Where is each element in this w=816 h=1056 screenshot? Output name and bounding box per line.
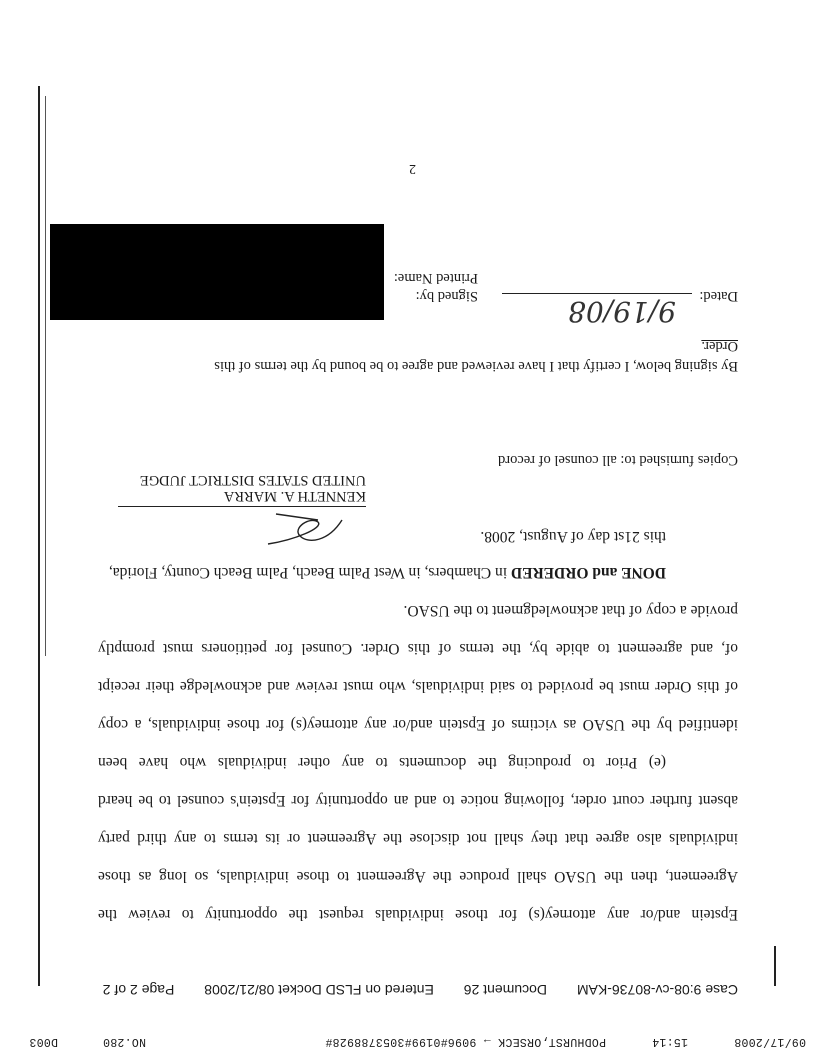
docket-entry: Entered on FLSD Docket 08/21/2008 [204, 982, 434, 998]
printed-name-label: Printed Name: [393, 270, 478, 286]
case-number: Case 9:08-cv-80736-KAM [576, 982, 738, 998]
done-bold: DONE and ORDERED [510, 564, 666, 581]
judge-title: UNITED STATES DISTRICT JUDGE [139, 472, 366, 488]
body-line: Epstein and/or any attorney(s) for those individuals request the opportunity to review the [98, 906, 738, 923]
fax-time: 15:14 [651, 1035, 688, 1048]
copies-furnished: Copies furnished to: all counsel of record [498, 452, 738, 468]
body-line: individuals also agree that they shall not disclose the Agreement or its terms to any third party [98, 830, 738, 847]
certification-text: By signing below, I certify that I have reviewed and agree to be bound by the terms of this [214, 358, 738, 374]
body-line: absent further court order, following notice to and an opportunity for Epstein's counsel to be heard [98, 792, 738, 809]
fax-header [10, 1030, 806, 1048]
judge-name: KENNETH A. MARRA [223, 488, 366, 504]
scan-mark [774, 946, 776, 986]
certification-order: Order. [701, 338, 738, 354]
dated-handwritten: 9/19/08 [568, 295, 676, 328]
body-line: provide a copy of that acknowledgment to the USAO. [403, 602, 738, 619]
fax-sender: PODHURST,ORSECK → 9096#0199#3053788928# [325, 1035, 606, 1048]
done-rest: in Chambers, in West Palm Beach, Palm Beach County, Florida, [108, 564, 511, 581]
page-of: Page 2 of 2 [102, 982, 175, 998]
order-date: this 21st day of August, 2008. [480, 528, 666, 545]
judge-signature-icon [258, 506, 348, 550]
fax-page: D003 [29, 1035, 58, 1048]
dated-label: Dated: [699, 288, 738, 304]
page-number: 2 [409, 161, 416, 176]
signed-by-label: Signed by: [415, 288, 478, 304]
document-number: Document 26 [463, 982, 548, 998]
body-line: identified by the USAO as victims of Epstein and/or any attorney(s) for those individuals, a copy [98, 716, 738, 733]
fax-date: 09/17/2008 [733, 1035, 806, 1048]
dated-line [502, 293, 692, 294]
case-header [77, 982, 738, 998]
body-line: Agreement, then the USAO shall produce the Agreement to those individuals, so long as those [98, 868, 738, 885]
body-line: (e) Prior to producing the documents to any other individuals who have been [98, 754, 666, 771]
scan-margin-rule [45, 96, 46, 656]
fax-number: NO.280 [102, 1035, 146, 1048]
body-line: of this Order must be provided to said individuals, who must review and acknowledge their receipt [98, 678, 738, 695]
redaction-block [50, 224, 384, 320]
body-line: of, and agreement to abide by, the terms of this Order. Counsel for petitioners must promptly [98, 640, 738, 657]
signature-line [118, 506, 366, 507]
scan-margin-rule [38, 86, 40, 986]
done-and-ordered [98, 562, 666, 582]
